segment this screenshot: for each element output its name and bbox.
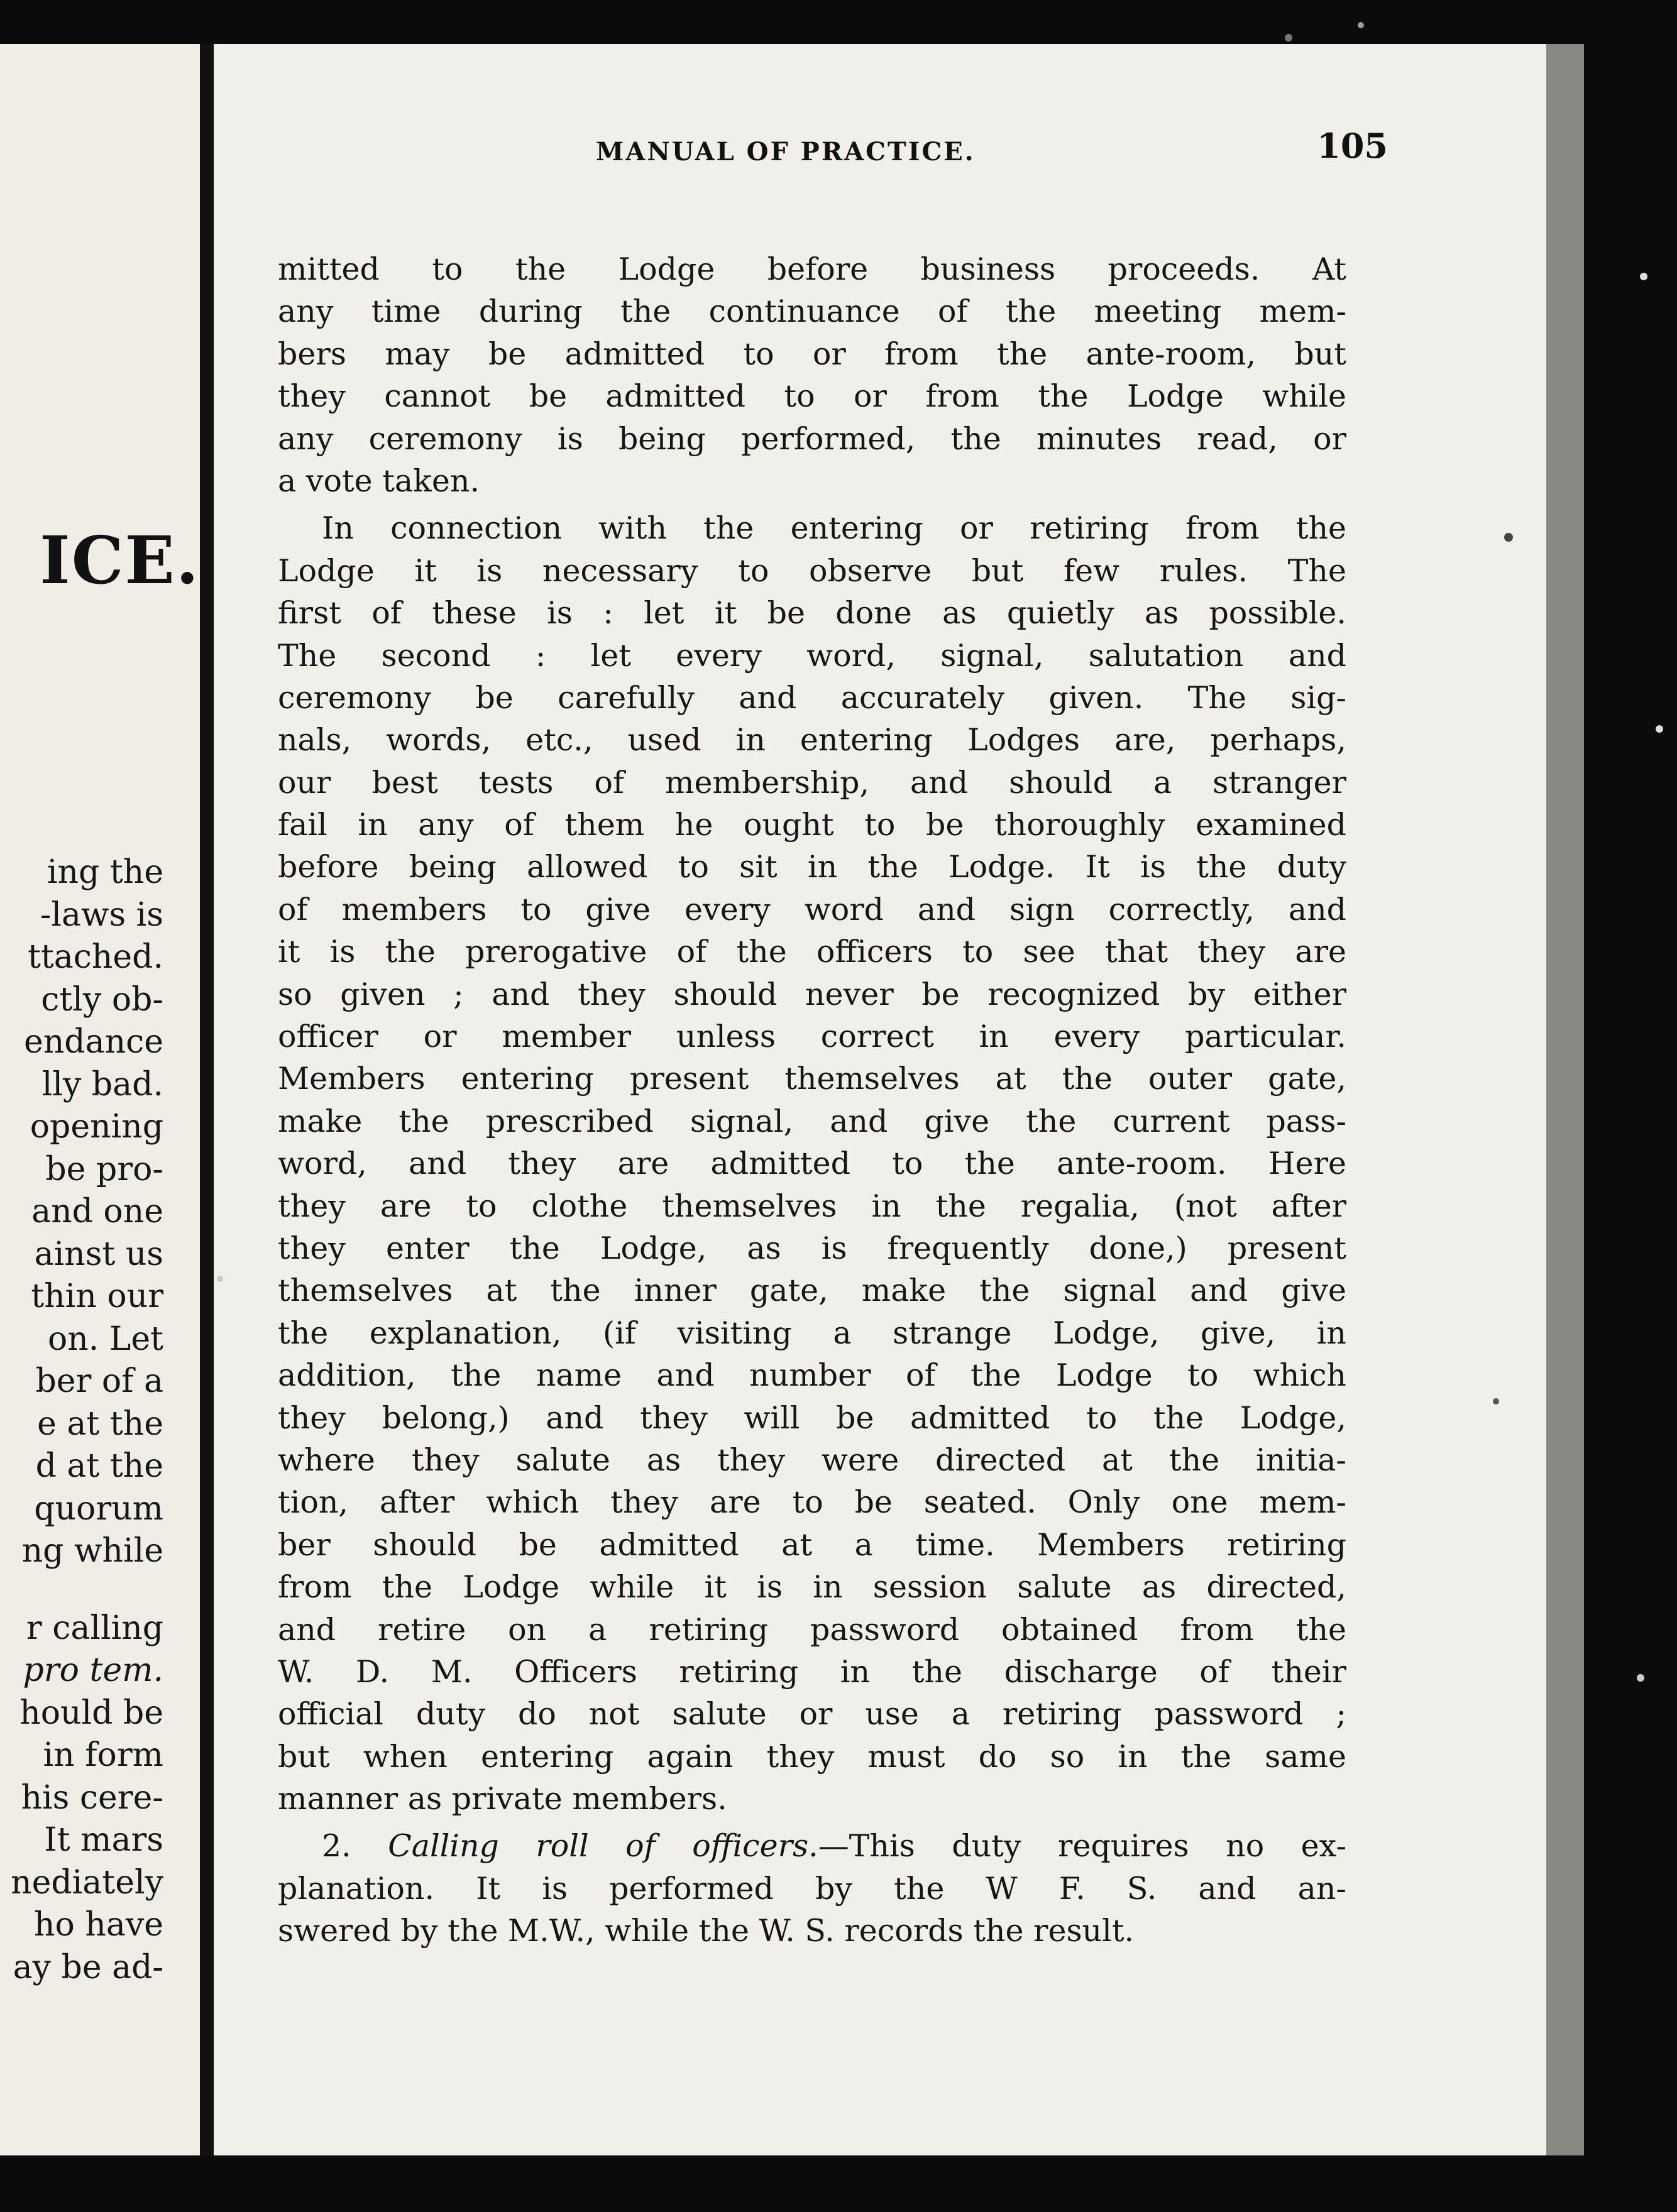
facing-page-line: d at the	[35, 1447, 163, 1485]
text-line: W. D. M. Officers retiring in the discharge of their	[278, 1653, 1346, 1690]
text-line: they are to clothe themselves in the regalia, (not after	[278, 1188, 1346, 1224]
text-line: first of these is : let it be done as quietly as possible.	[278, 595, 1346, 632]
numbered-item	[278, 1825, 1346, 1952]
facing-page-line: e at the	[37, 1404, 163, 1443]
facing-page-line: opening	[30, 1108, 163, 1146]
facing-page-line: be pro-	[45, 1150, 163, 1188]
facing-page-line: -laws is	[40, 895, 163, 934]
text-line: a vote taken.	[278, 463, 480, 499]
text-line: officer or member unless correct in every particular.	[278, 1019, 1346, 1055]
text-line: before being allowed to sit in the Lodge. It is the duty	[278, 849, 1346, 885]
paragraph	[278, 507, 1346, 1820]
facing-page-line: quorum	[34, 1489, 163, 1528]
running-head-title: MANUAL OF PRACTICE.	[596, 137, 976, 167]
facing-page-line: ing the	[47, 853, 163, 891]
text-line: from the Lodge while it is in session salute as directed,	[278, 1569, 1346, 1606]
text-line: The second : let every word, signal, salutation and	[278, 637, 1346, 674]
text-line: themselves at the inner gate, make the signal and give	[278, 1273, 1346, 1309]
facing-page-line: ber of a	[35, 1362, 163, 1400]
facing-page-line: in form	[43, 1736, 163, 1774]
page-edge-shadow	[1546, 44, 1584, 2155]
text-line: word, and they are admitted to the ante-room. Here	[278, 1146, 1346, 1182]
text-line: any ceremony is being performed, the minutes read, or	[278, 420, 1346, 457]
text-line: tion, after which they are to be seated. Only one mem-	[278, 1484, 1346, 1521]
item-number: 2.	[322, 1828, 388, 1864]
page-body	[278, 248, 1346, 1952]
book-gutter	[200, 44, 214, 2155]
facing-page-line: and one	[31, 1193, 163, 1230]
paragraph	[278, 248, 1346, 502]
text-line: and retire on a retiring password obtained from the	[278, 1611, 1346, 1648]
text-line: make the prescribed signal, and give the current pass-	[278, 1103, 1346, 1139]
text-line: any time during the continuance of the meeting mem-	[278, 293, 1346, 330]
facing-page-line: ainst us	[34, 1235, 163, 1273]
text-line: so given ; and they should never be recognized by either	[278, 976, 1346, 1012]
text-line: ber should be admitted at a time. Members retiring	[278, 1526, 1346, 1563]
facing-page-line: nediately	[11, 1863, 163, 1902]
text-line: our best tests of membership, and should a stranger	[278, 764, 1346, 801]
facing-page-left	[0, 44, 200, 2155]
page-number: 105	[1317, 126, 1388, 166]
text-line: In connection with the entering or retiring from the	[322, 510, 1346, 547]
facing-page-line: It mars	[44, 1821, 163, 1859]
running-head	[370, 126, 1388, 176]
text-line: bers may be admitted to or from the ante-room, but	[278, 336, 1346, 372]
numbered-item-first-line	[278, 1825, 1346, 1867]
text-line: they enter the Lodge, as is frequently done,) present	[278, 1230, 1346, 1266]
facing-page-line: on. Let	[47, 1320, 163, 1358]
facing-page-line: ctly ob-	[41, 980, 163, 1019]
item-heading: Calling roll of officers.	[388, 1828, 818, 1864]
text-line: official duty do not salute or use a retiring password ;	[278, 1696, 1346, 1733]
text-line: nals, words, etc., used in entering Lodges are, perhaps,	[278, 722, 1346, 758]
text-line: but when entering again they must do so in the same	[278, 1738, 1346, 1775]
text-line: ceremony be carefully and accurately given. The sig-	[278, 679, 1346, 716]
facing-page-line: ho have	[34, 1906, 163, 1944]
text-line: Members entering present themselves at the outer gate,	[278, 1061, 1346, 1097]
text-line: where they salute as they were directed at the initia-	[278, 1442, 1346, 1478]
facing-page-line: thin our	[31, 1278, 163, 1315]
text-line: manner as private members.	[278, 1781, 727, 1817]
text-line: planation. It is performed by the W F. S. and an-	[278, 1870, 1346, 1907]
facing-page-gap	[0, 1573, 163, 1607]
text-line: it is the prerogative of the officers to see that they are	[278, 934, 1346, 970]
facing-page-line: ng while	[21, 1532, 163, 1570]
facing-page-line: ay be ad-	[13, 1948, 163, 1986]
facing-page-line: his cere-	[21, 1778, 163, 1817]
paragraph-gap	[278, 1820, 1346, 1825]
item-text: —This duty requires no ex-	[818, 1828, 1347, 1864]
text-line: they cannot be admitted to or from the Lodge while	[278, 378, 1346, 415]
text-line: mitted to the Lodge before business proceeds. At	[278, 251, 1346, 287]
facing-page-line: hould be	[19, 1694, 163, 1732]
facing-page-title-fragment: ICE.	[40, 522, 200, 599]
facing-page-line: endance	[24, 1023, 163, 1061]
facing-page-line: r calling	[26, 1609, 163, 1647]
facing-page-text	[0, 851, 163, 1989]
facing-page-line: lly bad.	[41, 1065, 163, 1103]
text-line: Lodge it is necessary to observe but few rules. The	[278, 552, 1346, 589]
text-line: the explanation, (if visiting a strange Lodge, give, in	[278, 1315, 1346, 1351]
text-line: they belong,) and they will be admitted to the Lodge,	[278, 1399, 1346, 1436]
facing-page-line: ttached.	[28, 938, 163, 976]
text-line: swered by the M.W., while the W. S. records the result.	[278, 1913, 1135, 1949]
text-line: fail in any of them he ought to be thoroughly examined	[278, 807, 1346, 843]
paragraph-gap	[278, 502, 1346, 507]
scan-background	[1584, 0, 1677, 2212]
text-line: of members to give every word and sign correctly, and	[278, 891, 1346, 928]
text-line: addition, the name and number of the Lodge to which	[278, 1357, 1346, 1394]
facing-page-line: pro tem.	[23, 1651, 163, 1689]
